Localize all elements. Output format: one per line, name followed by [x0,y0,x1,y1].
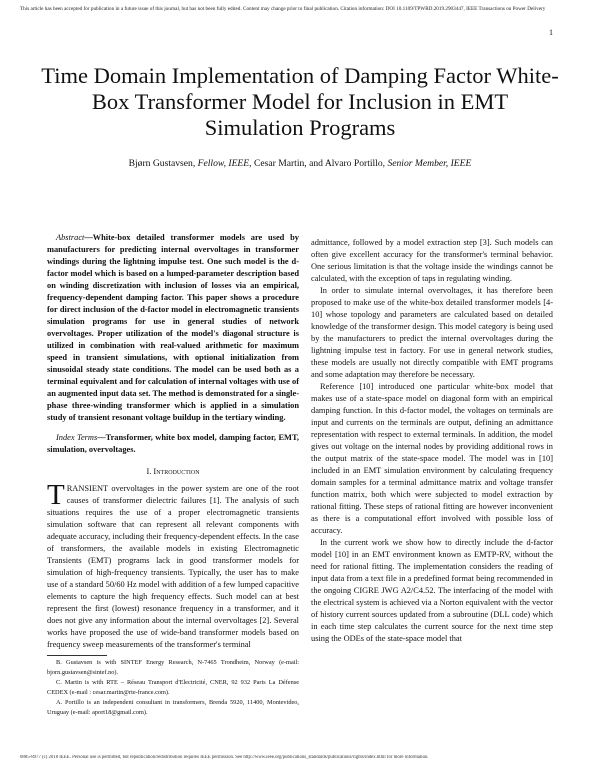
page-number: 1 [549,28,553,37]
right-column [311,237,553,645]
footnotes [47,658,299,718]
footnote-rule [47,655,107,656]
journal-notice: This article has been accepted for publication in a future issue of this journal, but has not been fully edited. Content may change prior to final publication. Citation information: DOI 10.1109/TPWRD.2019.2903447, IEEE Transactions on Power Delivery [20,6,546,12]
intro-paragraph-1-text: RANSIENT overvoltages in the power system are one of the root causes of transformer dielectric failures [1]. The analysis of such situations requires the use of a proper electromagnetic transients simulation software that can represent all relevant components with adequate accuracy, including their frequency-dependent effects. In the case of transformers, the available models in existing Electromagnetic Transients (EMT) programs lack in good transformer models for simulation of high-frequency transients. Typically, the user has to make use of a standard 50/60 Hz model with addition of a few lumped capacitive elements to capture the high frequency effects. Such model can at best represent the first (lowest) resonance frequency in a transformer, and it does not give any information about the internal overvoltages [2]. Several works have proposed the use of wide-band transformer models based on frequency sweep measurements of the transformer's terminal [47,484,299,649]
right-paragraph-3: Reference [10] introduced one particular white-box model that makes use of a state-space model on diagonal form with an empirical damping function. In this d-factor model, the voltages on terminals are input and currents on the terminals are output, defining an admittance representation with respect to external terminals. In addition, the model gives out voltage on the internal nodes by providing additional rows in the output matrix of the state-space model. The model was in [10] included in an EMT simulation environment by calculating frequency domain samples for a terminal admittance matrix and voltage transfer function matrix, both which were subjected to model extraction by rational fitting. These steps of rational fitting are however inconvenient as there is a computational effort involved with possible loss of accuracy. [311,382,553,535]
abstract-text: —White-box detailed transformer models are used by manufacturers for predicting internal overvoltages in transformer windings during the lightning impulse test. One such model is the d-factor model which is based on a lumped-parameter description based on winding discretization with inclusion of losses via an empirical, frequency-dependent damping factor. This paper shows a procedure for direct inclusion of the d-factor model in electromagnetic transients simulation programs for use in general studies of network overvoltages. Proper utilization of the model's diagonal structure is utilized in combination with real-valued arithmetic for maximum speed in transient simulations, with optional initialization from sinusoidal steady state conditions. The model can be used both as a terminal equivalent and for calculation of internal voltages with use of an augmented input data set. The method is demonstrated for a single-phase three-winding transformer which is applied in a simulation study of transient resonant voltage buildup in the tertiary winding. [47,233,299,422]
paper-title: Time Domain Implementation of Damping Factor White-Box Transformer Model for Inclusion in EMT Simulation Programs [41,63,559,140]
right-paragraph-2: In order to simulate internal overvoltages, it has therefore been proposed to make use of the white-box detailed transformer models [4-10] whose topology and parameters are calculated based on detailed knowledge of the transformer design. This model category is being used by the manufacturers to predict the internal overvoltages during the lightning impulse test in factory. For use in general network studies, these models are usually not directly compatible with EMT programs and some adaptation may therefore be necessary. [311,286,553,379]
index-terms-text: —Transformer, white box model, damping factor, EMT, simulation, overvoltages. [47,433,299,454]
author-1-title: Fellow, IEEE [197,158,250,169]
author-line [40,158,560,170]
right-paragraph-4: In the current work we show how to directly include the d-factor model [10] in an EMT environment known as EMTP-RV, without the need for rational fitting. The implementation considers the reading of input data from a text file in a predefined format being recommended in the ongoing CIGRE JWG A2/C4.52. The interfacing of the model with the electrical system is achieved via a Norton equivalent with the vector of history current sources updated from a subroutine (DLL code) which in each time step calculates the current source for the next time step using the ODEs of the state-space model that [311,538,553,643]
copyright-notice: 0885-8977 (c) 2018 IEEE. Personal use is permitted, but republication/redistribution requires IEEE permission. See http://www.ieee.org/publications_standards/publications/rights/index.html for more information. [20,755,429,760]
abstract-label: Abstract [56,233,85,242]
right-paragraph-1: admittance, followed by a model extraction step [3]. Such models can often give excellent accuracy for the transformer's terminal behavior. One serious limitation is that the voltage inside the windings cannot be calculated, with the exception of taps in regulating winding. [311,238,553,283]
footnote-author-3: A. Portillo is an independent consultant in transformers, Brenda 5920, 11400, Montevideo, Uruguay (e-mail: aport18@gmail.com). [47,699,299,716]
drop-cap: T [47,479,65,511]
index-terms-label: Index Terms [56,433,98,442]
index-terms [47,432,299,456]
footnote-author-2: C. Martin is with RTE – Réseau Transport d'Electricité, CNER, 92 932 Paris La Défense CEDEX (e-mail : cesar.martin@rte-france.com). [47,679,299,696]
left-column [47,232,299,651]
intro-paragraph-1 [47,479,299,651]
authors-middle: , Cesar Martin, and Alvaro Portillo, [249,158,388,169]
section-heading-introduction: I. Introduction [146,467,200,476]
abstract [47,232,299,424]
author-3-title: Senior Member, IEEE [387,158,472,169]
footnote-author-1: B. Gustavsen is with SINTEF Energy Research, N-7465 Trondheim, Norway (e-mail: bjorn.gustavsen@sintef.no). [47,659,299,676]
author-1: Bjørn Gustavsen, [128,158,198,169]
